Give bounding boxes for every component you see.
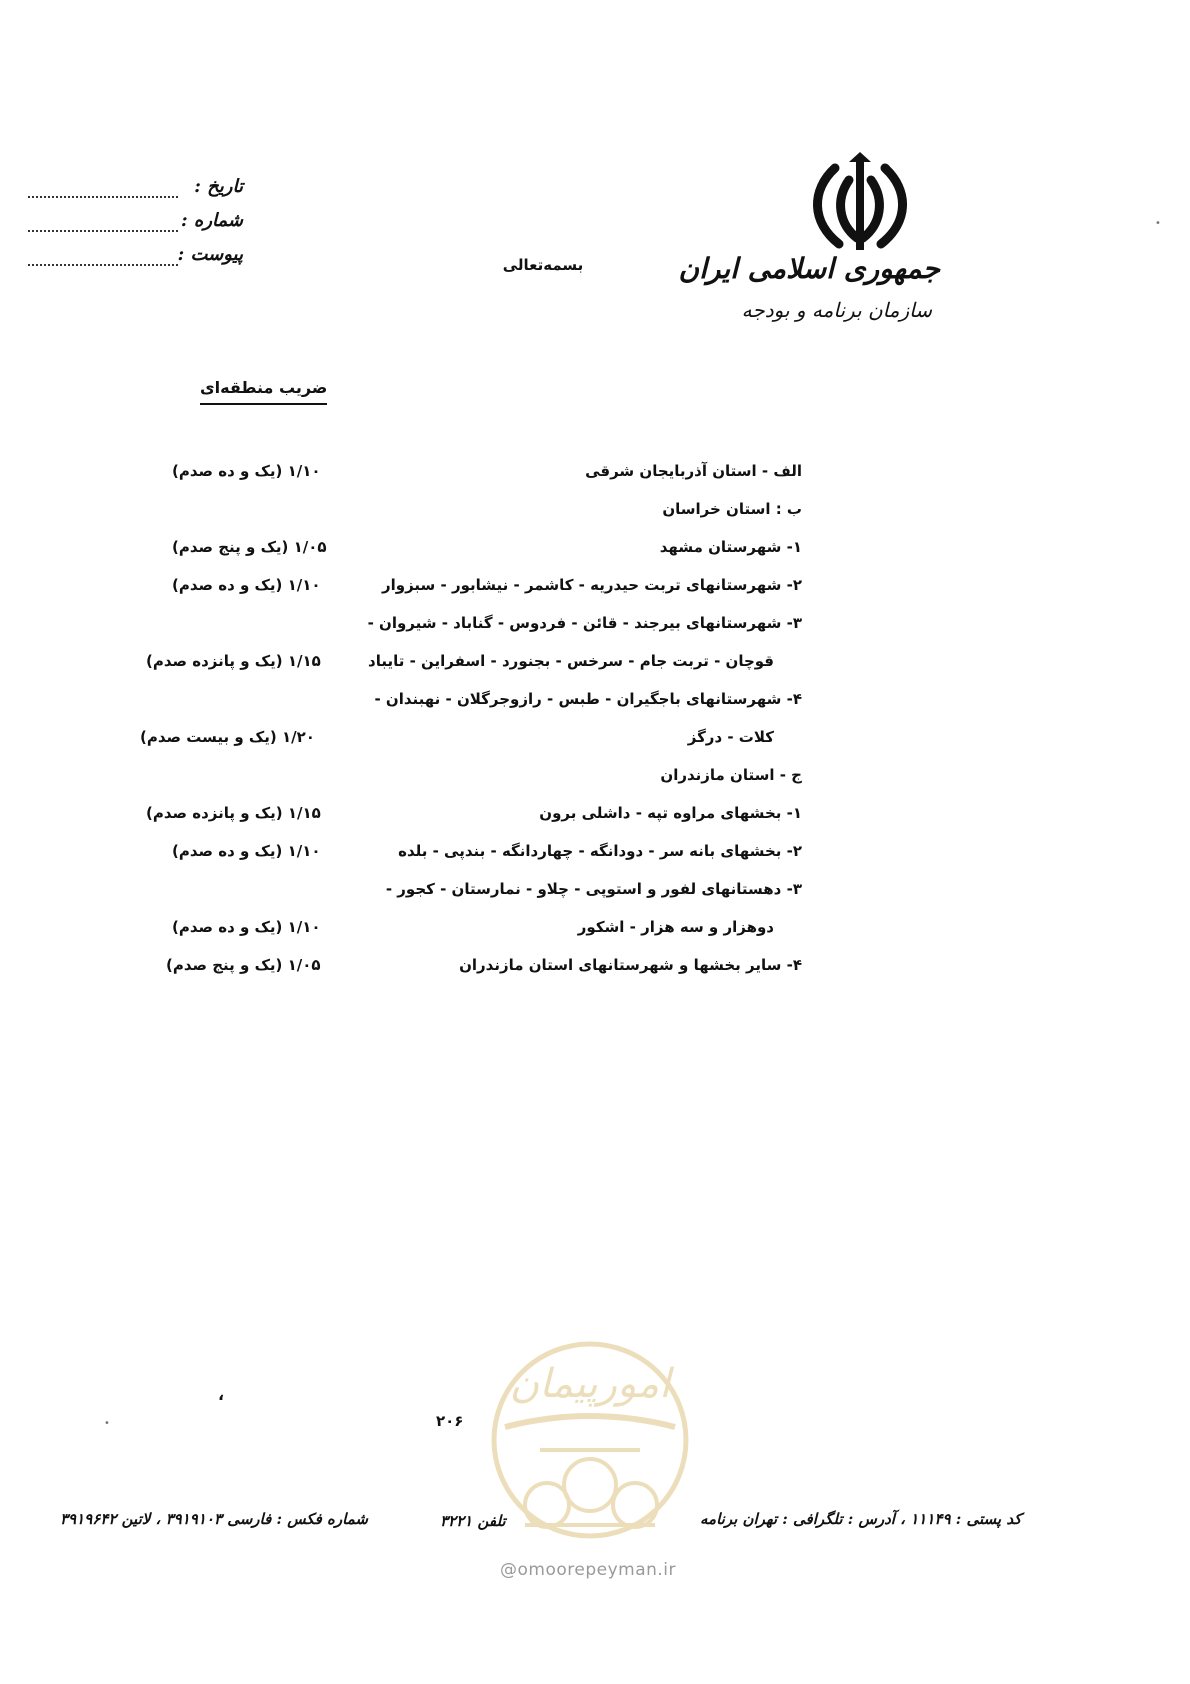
footer-phone: تلفن ۳۲۲۱: [440, 1512, 506, 1530]
watermark-logo-text: امورپیمان: [509, 1361, 671, 1407]
watermark-logo-icon: [485, 1335, 695, 1555]
row-description: قوچان - تربت جام - سرخس - بجنورد - اسفراین - تایباد: [368, 652, 774, 670]
footer-fax: شماره فکس : فارسی ۳۹۱۹۱۰۳ ، لاتین ۳۹۱۹۶۴۲: [60, 1510, 368, 1528]
table-row: [0, 462, 1190, 488]
watermark-url: @omoorepeyman.ir: [500, 1560, 677, 1580]
row-description: کلات - درگز: [687, 728, 774, 746]
table-row: [0, 690, 1190, 716]
row-description: ۴- شهرستانهای باجگیران - طبس - رازوجرگلان - نهبندان -: [374, 690, 802, 708]
row-description: ۴- سایر بخشها و شهرستانهای استان مازندران: [459, 956, 802, 974]
page-number: ۲۰۶: [436, 1412, 464, 1430]
table-row: [0, 804, 1190, 830]
row-description: الف - استان آذربایجان شرقی: [585, 462, 802, 480]
row-coefficient: ۱/۲۰ (یک و بیست صدم): [140, 728, 315, 746]
row-coefficient: ۱/۱۰ (یک و ده صدم): [172, 576, 321, 594]
row-description: ۱- شهرستان مشهد: [659, 538, 802, 556]
row-description: ۲- بخشهای بانه سر - دودانگه - چهاردانگه - بندپی - بلده: [398, 842, 802, 860]
number-field: [28, 210, 243, 238]
table-row: [0, 538, 1190, 564]
footer-address: کد پستی : ۱۱۱۴۹ ، آدرس : تلگرافی : تهران برنامه: [700, 1510, 1022, 1528]
dotted-line: [28, 196, 178, 198]
row-coefficient: ۱/۱۰ (یک و ده صدم): [172, 918, 321, 936]
page-title: ضریب منطقه‌ای: [200, 378, 327, 405]
row-description: ۳- دهستانهای لفور و استوپی - چلاو - نمارستان - کجور -: [385, 880, 802, 898]
table-row: [0, 880, 1190, 906]
row-description: ج - استان مازندران: [660, 766, 802, 784]
date-label: تاریخ :: [194, 176, 243, 197]
row-coefficient: ۱/۱۵ (یک و پانزده صدم): [146, 804, 321, 822]
attachment-label: پیوست :: [177, 244, 243, 265]
table-row: [0, 766, 1190, 792]
iran-emblem-icon: [805, 150, 915, 260]
row-coefficient: ۱/۰۵ (یک و پنج صدم): [166, 956, 321, 974]
basmala: بسمه‌تعالی: [502, 256, 584, 274]
tick-mark: ،: [218, 1385, 225, 1404]
table-row: [0, 576, 1190, 602]
row-description: ۳- شهرستانهای بیرجند - قائن - فردوس - گناباد - شیروان -: [367, 614, 802, 632]
organization-name: جمهوری اسلامی ایران: [678, 252, 940, 285]
table-row: [0, 614, 1190, 640]
table-row: [0, 652, 1190, 678]
speck: •: [1155, 218, 1161, 229]
table-row: [0, 842, 1190, 868]
speck: •: [104, 1418, 110, 1429]
row-coefficient: ۱/۱۰ (یک و ده صدم): [172, 842, 321, 860]
table-row: [0, 956, 1190, 982]
row-coefficient: ۱/۱۰ (یک و ده صدم): [172, 462, 321, 480]
row-description: ۱- بخشهای مراوه تپه - داشلی برون: [539, 804, 802, 822]
row-coefficient: ۱/۰۵ (یک و پنج صدم): [172, 538, 327, 556]
number-label: شماره :: [180, 210, 243, 231]
row-coefficient: ۱/۱۵ (یک و پانزده صدم): [146, 652, 321, 670]
organization-subtitle: سازمان برنامه و بودجه: [741, 298, 932, 322]
date-field: [28, 176, 243, 204]
dotted-line: [28, 264, 178, 266]
dotted-line: [28, 230, 178, 232]
table-row: [0, 728, 1190, 754]
attachment-field: [28, 244, 243, 272]
row-description: دوهزار و سه هزار - اشکور: [577, 918, 774, 936]
table-row: [0, 918, 1190, 944]
row-description: ۲- شهرستانهای تربت حیدریه - کاشمر - نیشابور - سبزوار: [381, 576, 802, 594]
row-description: ب : استان خراسان: [662, 500, 802, 518]
table-row: [0, 500, 1190, 526]
